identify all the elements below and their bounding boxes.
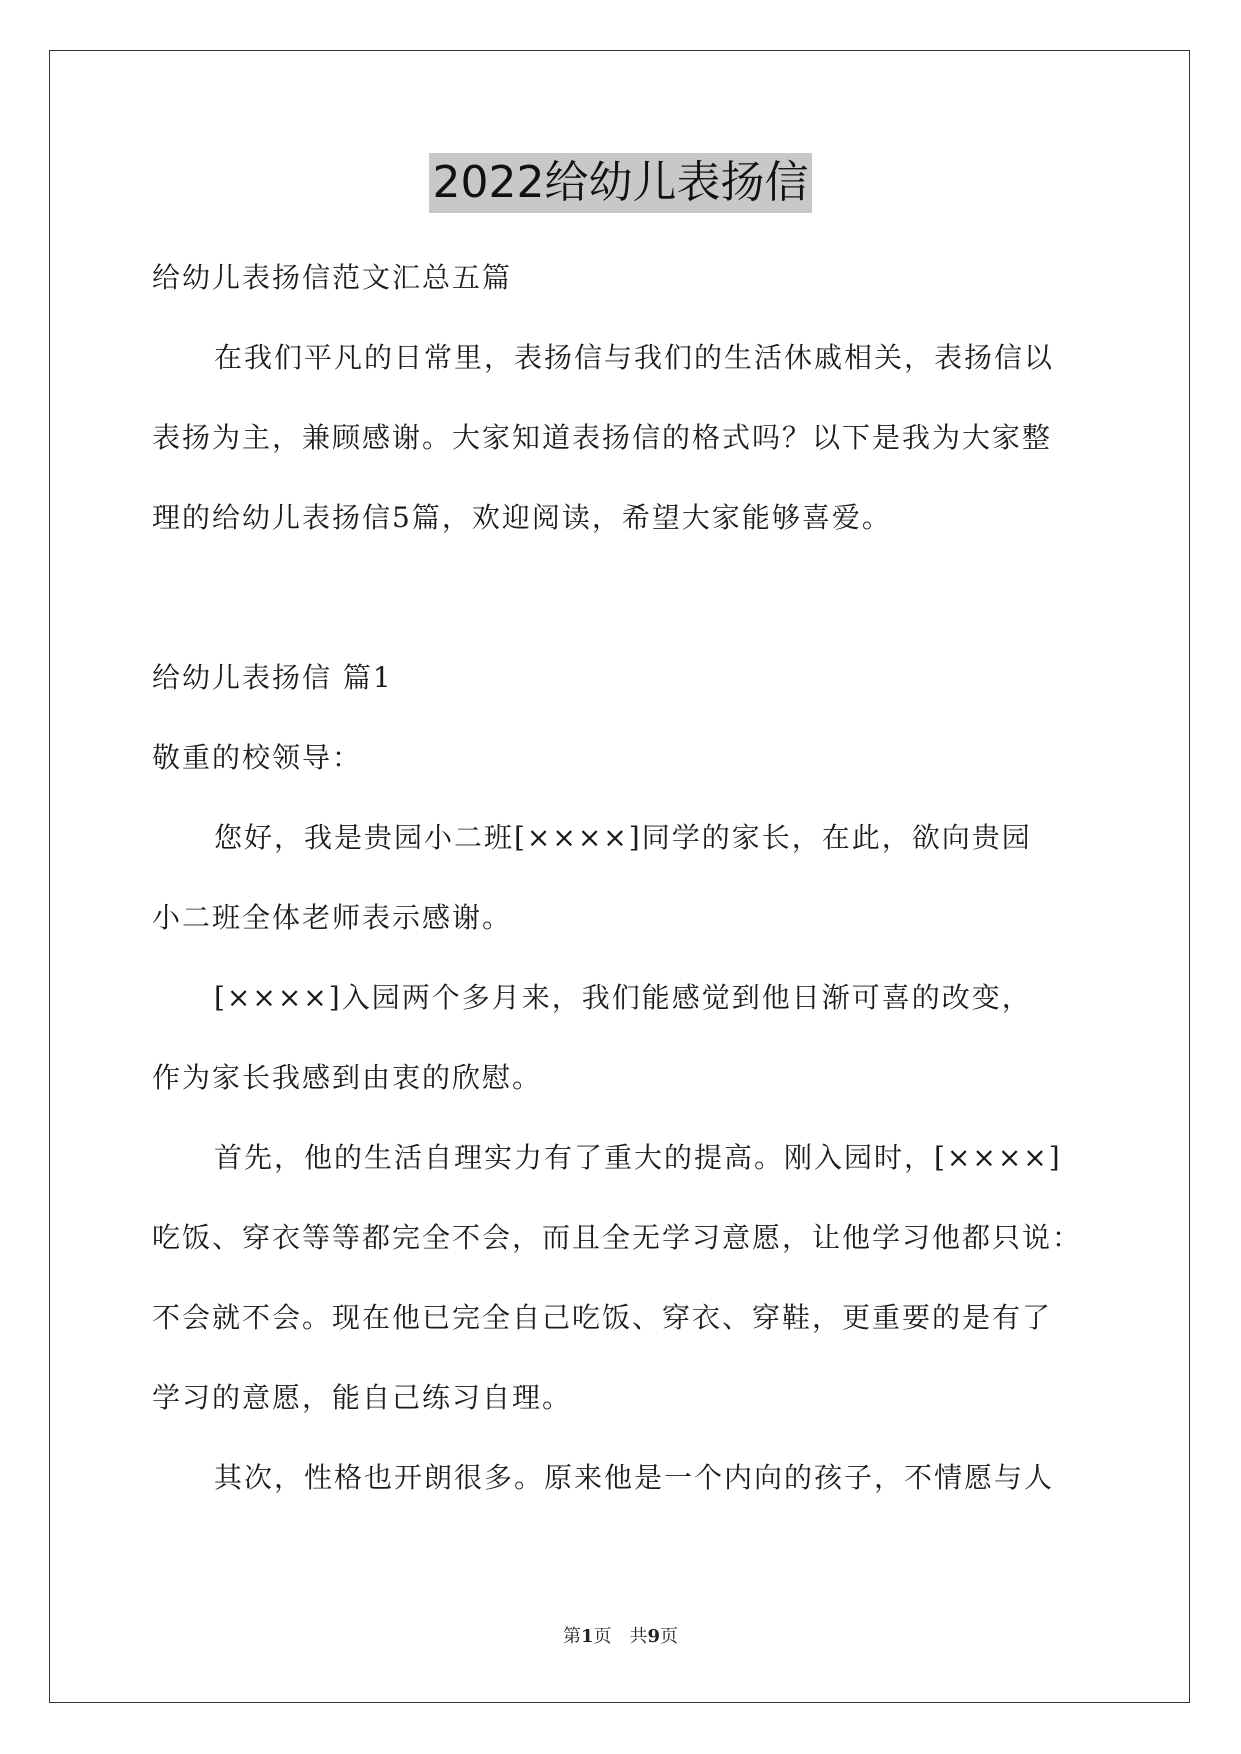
paragraph-line: 吃饭、穿衣等等都完全不会，而且全无学习意愿，让他学习他都只说： [152,1221,1083,1254]
paragraph-line: 您好，我是贵园小二班[××××]同学的家长，在此，欲向贵园 [214,821,1032,854]
intro-line: 表扬为主，兼顾感谢。大家知道表扬信的格式吗？以下是我为大家整 [152,421,1053,454]
title-container [0,153,1241,213]
paragraph-line: 小二班全体老师表示感谢。 [152,901,513,934]
document-body [152,238,1092,1518]
paragraph-line: 作为家长我感到由衷的欣慰。 [152,1061,543,1094]
paragraph-line: 其次，性格也开朗很多。原来他是一个内向的孩子，不情愿与人 [214,1461,1055,1494]
footer-page-number: 1 [580,1626,594,1647]
footer-total-pages: 9 [647,1626,661,1647]
footer-prefix: 第 [562,1626,581,1647]
paragraph-line: 首先，他的生活自理实力有了重大的提高。刚入园时，[××××] [214,1141,1062,1174]
paragraph-line: [××××]入园两个多月来，我们能感觉到他日渐可喜的改变， [214,981,1032,1014]
page-footer [0,1625,1241,1649]
salutation: 敬重的校领导： [152,741,363,774]
section-heading: 给幼儿表扬信 篇1 [152,661,393,694]
paragraph-line: 学习的意愿，能自己练习自理。 [152,1381,573,1414]
footer-suffix: 页 [660,1626,679,1647]
subtitle: 给幼儿表扬信范文汇总五篇 [152,261,513,294]
intro-line: 理的给幼儿表扬信5篇，欢迎阅读，希望大家能够喜爱。 [152,501,892,534]
footer-middle: 页 共 [593,1626,648,1647]
intro-line: 在我们平凡的日常里，表扬信与我们的生活休戚相关，表扬信以 [214,341,1055,374]
document-title: 2022给幼儿表扬信 [429,153,813,213]
paragraph-line: 不会就不会。现在他已完全自己吃饭、穿衣、穿鞋，更重要的是有了 [152,1301,1053,1334]
blank-line [152,558,1092,638]
